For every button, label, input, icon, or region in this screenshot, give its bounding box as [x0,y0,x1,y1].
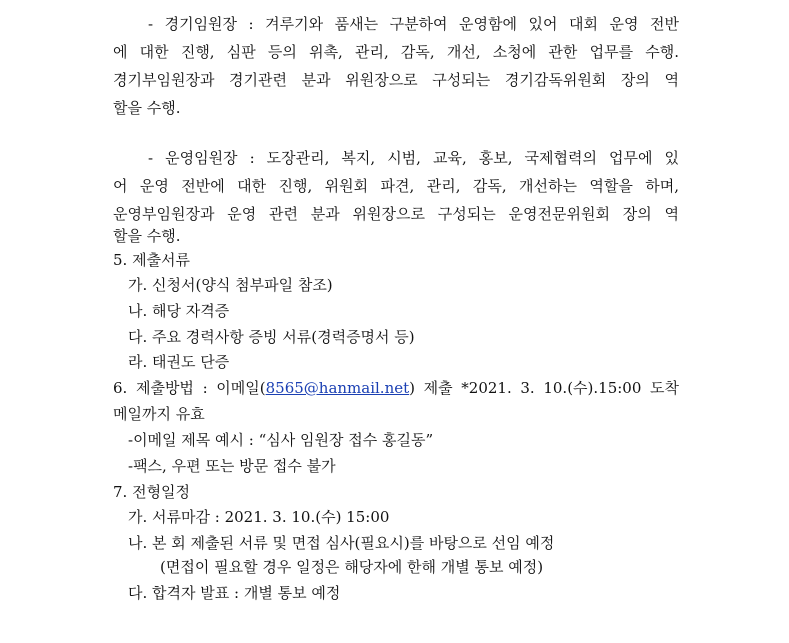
operation-director-line-3: 운영부임원장과 운영 관련 분과 위원장으로 구성되는 운영전문위원회 장의 역 [113,205,679,223]
submission-method-line [113,378,679,398]
operation-director-line-2: 어 운영 전반에 대한 진행, 위원회 파견, 관리, 감독, 개선하는 역할을 하며, [113,177,679,195]
documents-heading: 5. 제출서류 [113,251,191,269]
game-director-line-1: - 경기임원장 : 겨루기와 품새는 구분하여 운영함에 있어 대회 운영 전반 [148,15,679,33]
operation-director-line-4: 할을 수행. [113,227,181,245]
schedule-heading: 7. 전형일정 [113,483,191,501]
game-director-line-3: 경기부임원장과 경기관련 분과 위원장으로 구성되는 경기감독위원회 장의 역 [113,71,679,89]
email-subject-example: -이메일 제목 예시 : “심사 임원장 접수 홍길동” [128,431,434,449]
schedule-announcement: 다. 합격자 발표 : 개별 통보 예정 [128,584,341,602]
schedule-interview-note: (면접이 필요할 경우 일정은 해당자에 한해 개별 통보 예정) [160,558,544,576]
submission-prefix: 6. 제출방법 : 이메일( [113,379,266,397]
submission-restriction-note: -팩스, 우편 또는 방문 접수 불가 [128,457,336,475]
documents-item-career-proof: 다. 주요 경력사항 증빙 서류(경력증명서 등) [128,328,415,346]
game-director-line-4: 할을 수행. [113,99,181,117]
email-link[interactable]: 8565@hanmail.net [265,379,410,397]
schedule-selection: 나. 본 회 제출된 서류 및 면접 심사(필요시)를 바탕으로 선임 예정 [128,534,555,552]
documents-item-application: 가. 신청서(양식 첨부파일 참조) [128,276,333,294]
submission-method-line-2: 메일까지 유효 [113,405,205,423]
documents-item-dan-certificate: 라. 태권도 단증 [128,353,230,371]
documents-item-certificate: 나. 해당 자격증 [128,302,230,320]
submission-suffix: ) 제출 *2021. 3. 10.(수).15:00 도착 [409,379,680,397]
schedule-deadline: 가. 서류마감 : 2021. 3. 10.(수) 15:00 [128,508,390,526]
game-director-line-2: 에 대한 진행, 심판 등의 위촉, 관리, 감독, 개선, 소청에 관한 업무를 수행. [113,43,679,61]
operation-director-line-1: - 운영임원장 : 도장관리, 복지, 시범, 교육, 홍보, 국제협력의 업무에 있 [148,149,679,167]
